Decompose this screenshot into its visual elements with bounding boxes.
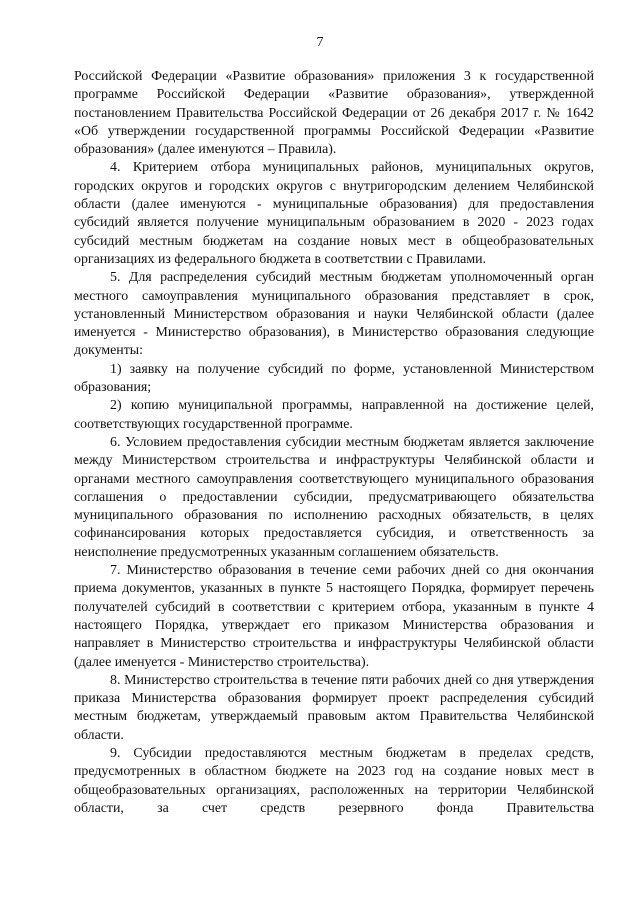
list-item-1-application: 1) заявку на получение субсидий по форме, установленной Министерством образования; [74,361,594,396]
paragraph-6-condition: 6. Условием предоставления субсидии местным бюджетам является заключение между Министерством строительства и инфраструктуры Челябинской области и органами местного самоуправления соответствующего муниципального образования соглашения о предоставлении субсидии, предусматривающего обязательства муниципального образования по исполнению расходных обязательств, в целях софинансирования которых предоставляется субсидия, и ответственность за неисполнение предусмотренных указанным соглашением обязательств. [74,434,594,560]
paragraph-5-documents: 5. Для распределения субсидий местным бюджетам уполномоченный орган местного самоуправления муниципального образования представляет в срок, установленный Министерством образования и науки Челябинской области (далее именуется - Министерство образования), в Министерство образования следующие документы: [74,270,594,359]
document-body [74,68,594,818]
paragraph-8-distribution-draft: 8. Министерство строительства в течение пяти рабочих дней со дня утверждения приказа Министерства образования формирует проект распределения субсидий местным бюджетам, утверждаемый правовым актом Правительства Челябинской области. [74,672,594,743]
paragraph-7-recipients-list: 7. Министерство образования в течение семи рабочих дней со дня окончания приема документов, указанных в пункте 5 настоящего Порядка, формирует перечень получателей субсидий в соответствии с критерием отбора, указанным в пункте 4 настоящего Порядка, утверждает его приказом Министерства образования и направляет в Министерство строительства и инфраструктуры Челябинской области (далее именуется - Министерство строительства). [74,563,594,670]
paragraph-rules-reference: Российской Федерации «Развитие образования» приложения 3 к государственной программе Российской Федерации «Развитие образования», утвержденной постановлением Правительства Российской Федерации от 26 декабря 2017 г. № 1642 «Об утверждении государственной программы Российской Федерации «Развитие образования» (далее именуются – Правила). [74,69,594,158]
paragraph-4-selection-criterion: 4. Критерием отбора муниципальных районов, муниципальных округов, городских округов и городских округов с внутригородским делением Челябинской области (далее именуются - муниципальные образования) для предоставления субсидий является получение муниципальным образованием в 2020 - 2023 годах субсидий местным бюджетам на создание новых мест в общеобразовательных организациях из федерального бюджета в соответствии с Правилами. [74,160,594,267]
page-number: 7 [316,35,324,50]
paragraph-9-subsidies-limits: 9. Субсидии предоставляются местным бюджетам в пределах средств, предусмотренных в областном бюджете на 2023 год на создание новых мест в общеобразовательных организациях, расположенных на территории Челябинской области, за счет средств резервного фонда Правительства [74,745,594,816]
list-item-2-program-copy: 2) копию муниципальной программы, направленной на достижение целей, соответствующих государственной программе. [74,398,594,432]
